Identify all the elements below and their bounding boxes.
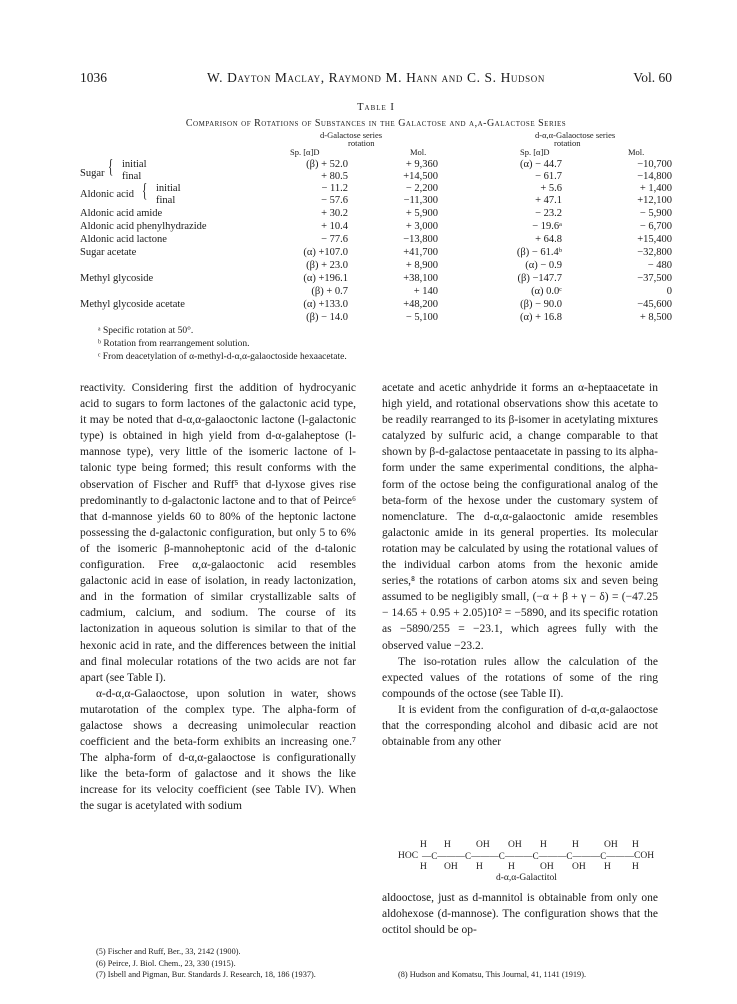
table-cell: −11,300 xyxy=(403,195,438,206)
page-number: 1036 xyxy=(80,70,107,85)
table-cell: − 480 xyxy=(647,260,672,271)
brace-aldonic-acid: { xyxy=(142,180,148,202)
table-cell: +48,200 xyxy=(403,299,438,310)
paragraph: reactivity. Considering first the addition of hydrocyanic acid to sugars to form lactones of the galactonic acid type, it may be noted that d-α,α-galaoctonic lactone (l-galactonic type) is obtained in high yield from d-α-galaheptose (l-mannose type), very little of the isomeric lactone of l-talonic type being formed; this result conforms with the observation of Fischer and Ruff⁵ that d-lyxose gives rise predominantly to d-galactonic lactone and to that of Peirce⁶ that d-mannose yields 60 to 80% of the heptonic lactone possessing the d-galactonic configuration, but only 5 to 6% of the isomeric β-mannoheptonic acid of the d-talonic configuration. Free α,α-galaoctonic acid resembles galactonic acid in ease of isolation, in ready lactonization, and in the formation of similar crystallizable salts of cadmium, calcium, and sodium. The course of its lactonization in aqueous solution is similar to that of the hexonic acid in rate, and the differences between the initial and final molecular rotations of the two acids are not far apart (see Table I). xyxy=(80,382,356,684)
table-cell: (β) − 90.0 xyxy=(520,299,562,310)
table-cell: (α) +133.0 xyxy=(303,299,348,310)
table-footnote-b: ᵇ Rotation from rearrangement solution. xyxy=(98,339,250,349)
formula-top-atom: H xyxy=(540,840,547,850)
table-cell: + 30.2 xyxy=(321,208,348,219)
right-text-column xyxy=(382,380,658,750)
formula-bottom-atom: OH xyxy=(572,862,586,872)
row-label: Methyl glycoside acetate xyxy=(80,299,185,310)
table-cell: + 5,900 xyxy=(405,208,438,219)
table-cell: + 64.8 xyxy=(535,234,562,245)
table-cell: (β) − 61.4ᵇ xyxy=(516,247,562,258)
table-cell: − 11.2 xyxy=(321,183,348,194)
formula-top-atom: OH xyxy=(604,840,618,850)
galactitol-formula xyxy=(400,840,660,885)
table-cell: + 8,500 xyxy=(639,312,672,323)
table-cell: + 140 xyxy=(413,286,438,297)
table-cell: (β) + 0.7 xyxy=(311,286,348,297)
formula-bottom-atom: H xyxy=(604,862,611,872)
table-cell: − 23.2 xyxy=(535,208,562,219)
table-cell: − 5,100 xyxy=(405,312,438,323)
table-cell: + 10.4 xyxy=(321,221,348,232)
table-title: Comparison of Rotations of Substances in the Galactose and α,α-Galactose Series xyxy=(185,118,567,129)
table-cell: + 5.6 xyxy=(540,183,562,194)
table-cell: + 1,400 xyxy=(639,183,672,194)
table-cell: −14,800 xyxy=(637,171,672,182)
row-label: Aldonic acid lactone xyxy=(80,234,167,245)
paragraph: acetate and acetic anhydride it forms an α-heptaacetate in high yield, and rotational observations show this acetate to be readily rearranged to its β-isomer in acetylating mixtures catalyzed by sulfuric acid, a change comparable to that shown by β-d-galactose pentaacetate in passing to its alpha-form under the same experimental conditions, the alpha-form of the octose being the configurational analog of the beta-form of the hexose under the customary system of nomenclature. The d-α,α-galaoctonic amide resembles galactonic amide in its general properties. Its molecular rotation may be calculated by using the rotational values of the individual carbon atoms from the hexonic amide series,⁸ the rotations of carbon atoms six and seven being assumed to be negligibly small, (−α + β + γ − δ) = (−47.25 − 14.65 + 0.95 + 2.05)10² = −5890, and its specific rotation as −5890/255 = −23.1, which agrees fully with the observed value −23.2. xyxy=(382,382,658,652)
table-footnote-a: ᵃ Specific rotation at 50°. xyxy=(98,326,194,336)
row-label: Sugar xyxy=(80,168,105,179)
paragraph: α-d-α,α-Galaoctose, upon solution in water, shows mutarotation of the complex type. The alpha-form of galactose shows a decreasing unimolecular reaction coefficient and the beta-form exhibits an increasing one.⁷ The alpha-form of d-α,α-galaoctose is configurationally like the beta-form of galactose and it shows the like increase for its velocity coefficient (see Table IV). When the sugar is acetylated with sodium xyxy=(80,687,356,813)
table-cell: +41,700 xyxy=(403,247,438,258)
table-cell: (β) + 23.0 xyxy=(306,260,348,271)
formula-caption: d-α,α-Galactitol xyxy=(496,873,557,883)
reference: (5) Fischer and Ruff, Ber., 33, 2142 (1900). xyxy=(96,947,241,956)
table-cell: −13,800 xyxy=(403,234,438,245)
table-cell: + 47.1 xyxy=(535,195,562,206)
formula-bottom-atom: H xyxy=(508,862,515,872)
running-header-authors: W. Dayton Maclay, Raymond M. Hann and C. S. Hudson xyxy=(207,70,545,85)
galactose-sp-header: Sp. [α]D xyxy=(290,147,320,157)
table-cell: − 61.7 xyxy=(535,171,562,182)
row-sublabel: initial xyxy=(156,183,181,194)
paragraph: The iso-rotation rules allow the calculation of the expected values of the rotations of some of the ring compounds of the octose (see Table II). xyxy=(382,655,658,700)
formula-top-atom: H xyxy=(444,840,451,850)
galaoctose-sp-header: Sp. [α]D xyxy=(520,147,550,157)
paragraph: It is evident from the configuration of d-α,α-galaoctose that the corresponding alcohol and dibasic acid are not obtainable from any other xyxy=(382,703,658,749)
formula-bottom-atom: H xyxy=(476,862,483,872)
running-header xyxy=(80,70,672,88)
formula-top-atom: H xyxy=(572,840,579,850)
table-cell: (β) + 52.0 xyxy=(306,159,348,170)
reference: (8) Hudson and Komatsu, This Journal, 41, 1141 (1919). xyxy=(398,970,587,979)
table-cell: −10,700 xyxy=(637,159,672,170)
table-cell: (α) +196.1 xyxy=(303,273,348,284)
formula-bottom-atom: H xyxy=(632,862,639,872)
reference: (7) Isbell and Pigman, Bur. Standards J. Research, 18, 186 (1937). xyxy=(96,970,316,979)
table-cell: (β) −147.7 xyxy=(517,273,562,284)
formula-bottom-atom: OH xyxy=(444,862,458,872)
row-label: Aldonic acid phenylhydrazide xyxy=(80,221,207,232)
table-footnote-c: ᶜ From deacetylation of α-methyl-d-α,α-galaoctoside hexaacetate. xyxy=(98,352,347,362)
table-cell: − 57.6 xyxy=(321,195,348,206)
row-label: Aldonic acid amide xyxy=(80,208,163,219)
table-cell: (α) − 0.9 xyxy=(525,260,562,271)
formula-top-atom: OH xyxy=(476,840,490,850)
table-cell: +14,500 xyxy=(403,171,438,182)
row-sublabel: initial xyxy=(122,159,147,170)
left-references xyxy=(96,946,316,981)
table-cell: − 6,700 xyxy=(639,221,672,232)
table-cell: (α) 0.0ᶜ xyxy=(531,286,562,297)
brace-sugar: { xyxy=(108,156,114,178)
table-cell: −37,500 xyxy=(637,273,672,284)
paragraph: aldooctose, just as d-mannitol is obtainable from only one aldohexose (d-mannose). The configuration shows that the octitol should be op- xyxy=(382,892,658,937)
formula-carbon-chain: —C———C———C———C———C———C——— xyxy=(422,851,635,861)
formula-top-atom: H xyxy=(420,840,427,850)
left-text-column xyxy=(80,380,356,815)
formula-bottom-atom: H xyxy=(420,862,427,872)
right-text-column-continued xyxy=(382,890,658,938)
table-cell: (α) +107.0 xyxy=(303,247,348,258)
table-cell: (α) − 44.7 xyxy=(519,159,562,170)
rotation-table xyxy=(80,128,672,358)
table-cell: +12,100 xyxy=(637,195,672,206)
table-cell: − 77.6 xyxy=(321,234,348,245)
right-references xyxy=(398,969,586,981)
table-label: Table I xyxy=(357,102,395,113)
table-cell: + 80.5 xyxy=(321,171,348,182)
table-cell: − 2,200 xyxy=(405,183,438,194)
formula-left-end: HOC xyxy=(398,851,419,861)
table-cell: − 5,900 xyxy=(639,208,672,219)
galaoctose-rotation-header: rotation xyxy=(554,138,581,148)
table-cell: (α) + 16.8 xyxy=(519,312,562,323)
row-sublabel: final xyxy=(122,171,142,182)
galaoctose-series-header: d-α,α-Galaoctose series xyxy=(535,130,616,140)
row-label: Aldonic acid xyxy=(80,189,134,200)
table-cell: + 8,900 xyxy=(405,260,438,271)
row-sublabel: final xyxy=(156,195,176,206)
galactose-rotation-header: rotation xyxy=(348,138,375,148)
table-cell: −32,800 xyxy=(637,247,672,258)
formula-top-atom: H xyxy=(632,840,639,850)
galactose-series-header: d-Galactose series xyxy=(320,130,383,140)
table-cell: + 9,360 xyxy=(405,159,438,170)
reference: (6) Peirce, J. Biol. Chem., 23, 330 (1915). xyxy=(96,958,236,968)
table-cell: + 3,000 xyxy=(405,221,438,232)
table-cell: +38,100 xyxy=(403,273,438,284)
table-cell: (β) − 14.0 xyxy=(306,312,348,323)
row-label: Sugar acetate xyxy=(80,247,137,258)
table-cell: 0 xyxy=(666,286,672,297)
formula-bottom-atom: OH xyxy=(540,862,554,872)
table-cell: −45,600 xyxy=(637,299,672,310)
galactose-mol-header: Mol. xyxy=(410,147,427,157)
table-cell: − 19.6ᵃ xyxy=(532,221,562,232)
formula-top-atom: OH xyxy=(508,840,522,850)
row-label: Methyl glycoside xyxy=(80,273,154,284)
volume-label: Vol. 60 xyxy=(633,70,672,85)
table-cell: +15,400 xyxy=(637,234,672,245)
formula-right-end: COH xyxy=(634,851,655,861)
galaoctose-mol-header: Mol. xyxy=(628,147,645,157)
